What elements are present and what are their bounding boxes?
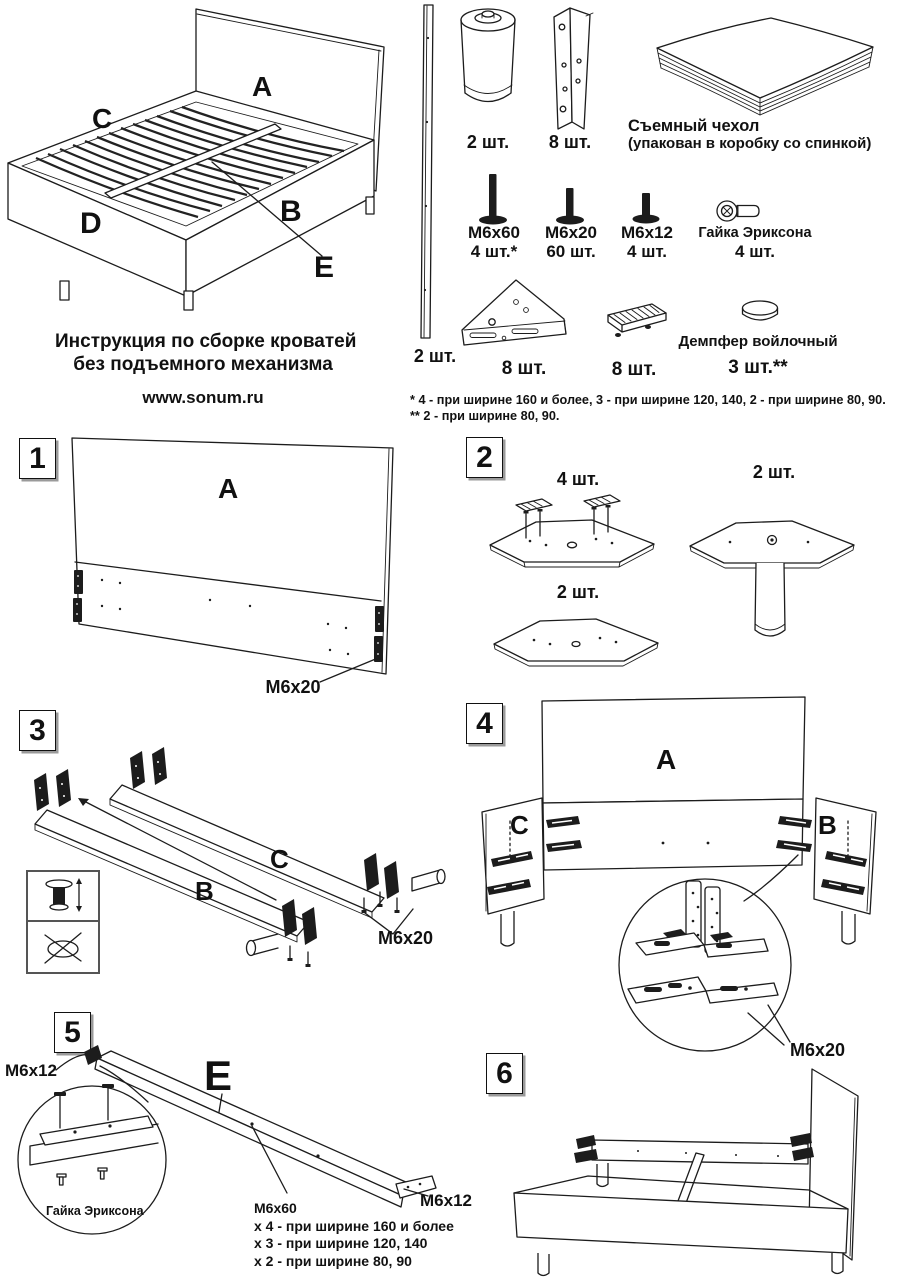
step3-rail-c-label: C (270, 844, 289, 874)
part-erikson-nut-name: Гайка Эриксона (698, 225, 812, 241)
part-slat-holder-drawing (598, 298, 673, 353)
part-cover-drawing (628, 14, 890, 126)
part-slat-qty: 2 шт. (413, 346, 457, 366)
step5-rail-label: E (204, 1052, 233, 1099)
doc-title-line1: Инструкция по сборке кроватей (55, 331, 357, 352)
part-erikson-nut-icon (714, 197, 774, 225)
step1-drawing (58, 428, 408, 713)
part-bolt-m6x12-name: M6x12 (621, 223, 673, 242)
step2-qty-leg-plates: 2 шт. (752, 462, 796, 482)
step3-rail-b-label: B (195, 876, 214, 906)
step5-number: 5 (64, 1015, 81, 1049)
leg-height-adjust-icon (33, 874, 93, 920)
part-felt-damper-name: Демпфер войлочный (678, 333, 838, 350)
overview-label-rail-c: C (92, 103, 113, 134)
step1-number-box (19, 438, 56, 479)
overview-bed-drawing (0, 0, 415, 312)
step4-panel-label: A (656, 744, 677, 775)
part-bolt-m6x20-name: M6x20 (545, 223, 597, 242)
part-slat-holder-qty: 8 шт. (611, 359, 657, 380)
part-leg-qty: 2 шт. (466, 132, 510, 152)
step2-qty-plain-plates: 2 шт. (556, 582, 600, 602)
step5-fastener-right-label: M6x12 (420, 1191, 472, 1210)
part-bolt-m6x60-name: M6x60 (468, 223, 520, 242)
part-bolt-m6x12-qty: 4 шт. (627, 242, 667, 261)
step5-note-width-80-90: x 2 - при ширине 80, 90 (254, 1252, 412, 1269)
part-corner-plate-drawing (452, 272, 592, 352)
step6-drawing (458, 1063, 900, 1280)
part-corner-angle-qty: 8 шт. (548, 132, 592, 152)
hint-adjust-leg (28, 872, 98, 922)
parts-footnote-1: * 4 - при ширине 160 и более, 3 - при ширине 120, 140, 2 - при ширине 80, 90. (410, 393, 886, 407)
part-bolt-m6x60-icon (472, 171, 516, 229)
doc-title-line2: без подъемного механизма (73, 354, 333, 375)
step3-number: 3 (29, 713, 46, 747)
part-leg-drawing (452, 3, 528, 133)
part-corner-plate-qty: 8 шт. (501, 358, 547, 379)
hint-no-tighten (28, 922, 98, 972)
step5-note-title: M6x60 (254, 1200, 297, 1216)
crossed-out-icon (33, 925, 93, 969)
step1-panel-label: A (218, 473, 239, 504)
part-cover-note: (упакован в коробку со спинкой) (628, 135, 872, 152)
step5-nut-label: Гайка Эриксона (46, 1204, 144, 1218)
overview-label-rail-e: E (314, 251, 335, 284)
step2-number: 2 (476, 440, 493, 474)
parts-footnote-2: ** 2 - при ширине 80, 90. (410, 409, 560, 423)
step1-number: 1 (29, 441, 46, 475)
part-bolt-m6x20-qty: 60 шт. (546, 242, 596, 261)
overview-label-headboard: A (252, 71, 273, 102)
overview-label-panel-d: D (80, 207, 102, 240)
part-erikson-nut-qty: 4 шт. (735, 242, 775, 261)
step4-drawing (458, 693, 900, 1078)
part-bolt-m6x60-qty: 4 шт.* (470, 242, 518, 261)
overview-label-rail-b: B (280, 195, 302, 228)
step4-number: 4 (476, 706, 493, 740)
step4-rail-b-label: B (818, 810, 837, 840)
website-url: www.sonum.ru (142, 388, 264, 407)
step4-fastener-label: M6x20 (790, 1040, 846, 1060)
step4-rail-c-label: C (510, 810, 529, 840)
step5-bolt-note (254, 1200, 454, 1270)
step3-fastener-label: M6x20 (378, 928, 434, 948)
part-cover-name: Съемный чехол (628, 117, 760, 135)
part-felt-damper-qty: 3 шт.** (728, 357, 788, 378)
step5-note-width-160: x 4 - при ширине 160 и более (254, 1217, 454, 1234)
step1-fastener-label: M6x20 (265, 677, 321, 697)
part-felt-damper-icon (733, 297, 789, 333)
part-corner-angle-drawing (534, 3, 606, 133)
step3-hint-box (26, 870, 100, 974)
step6-number: 6 (496, 1056, 513, 1090)
step5-fastener-left-label: M6x12 (5, 1061, 57, 1080)
step2-drawing (478, 448, 900, 693)
step2-qty-holders: 4 шт. (556, 469, 600, 489)
step5-note-width-120-140: x 3 - при ширине 120, 140 (254, 1235, 428, 1251)
